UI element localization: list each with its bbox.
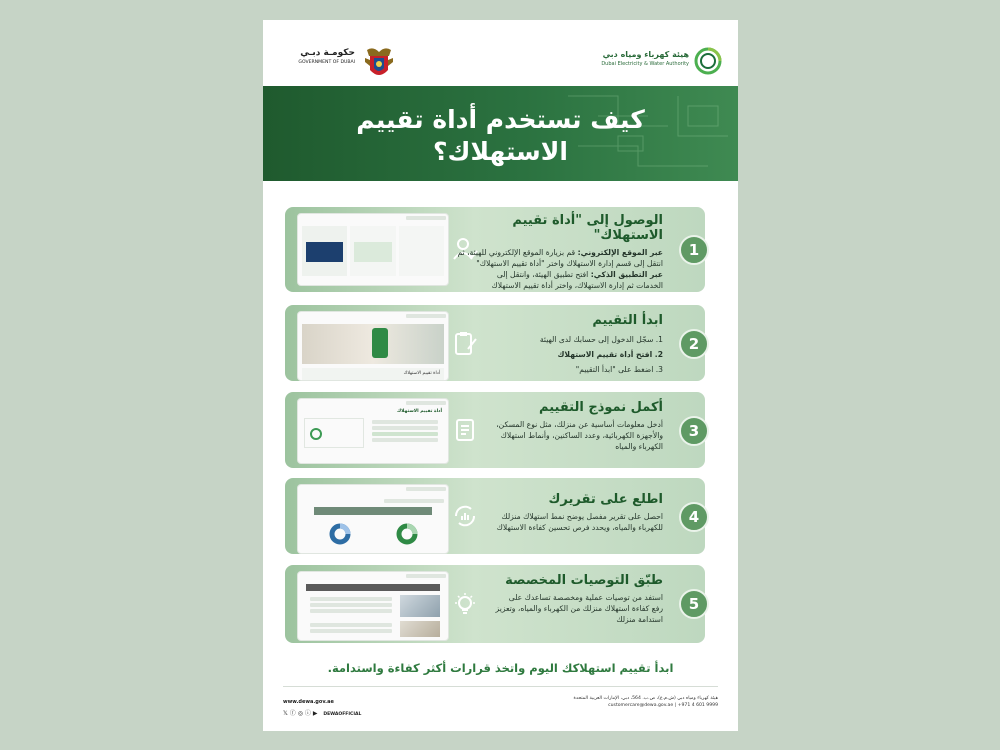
step-4	[285, 478, 705, 554]
step-5-number: 5	[679, 589, 709, 619]
step-3-line: الكهرباء والمياه	[615, 442, 663, 451]
step-2-screenshot-caption: أداة تقييم الاستهلاك	[302, 368, 444, 380]
step-5-text	[453, 573, 663, 625]
contact-address: هيئة كهرباء ومياه دبي (ش.م.ع)، ص.ب. 564، دبي، الإمارات العربية المتحدة customercare@dewa.gov.ae | +971 4 601 9999	[573, 696, 718, 708]
youtube-icon[interactable]: ▶	[312, 710, 318, 717]
step-5-line: استفد من توصيات عملية ومخصصة تساعدك على	[508, 593, 663, 602]
step-5-screenshot	[297, 571, 449, 641]
page-title: كيف تستخدم أداة تقييم الاستهلاك؟	[356, 105, 645, 166]
step-2-screenshot	[297, 311, 449, 381]
step-5-line: استدامة منزلك	[616, 615, 663, 624]
gov-name-english: GOVERNMENT OF DUBAI	[298, 60, 355, 65]
step-1-screenshot	[297, 213, 449, 286]
call-to-action: ابدأ تقييم استهلاكك اليوم واتخذ قرارات أكثر كفاءة واستدامة.	[327, 661, 674, 675]
step-1-number: 1	[679, 235, 709, 265]
step-3-screenshot-title: أداة تقييم الاستهلاك	[397, 409, 442, 414]
step-1-text	[453, 213, 663, 291]
step-2-line: 1. سجّل الدخول إلى حسابك لدى الهيئة	[539, 335, 663, 344]
title-banner	[263, 86, 738, 181]
step-4-line: احصل على تقرير مفصل يوضح نمط استهلاك منزلك	[501, 512, 663, 521]
step-1-line: عبر الموقع الإلكتروني: قم بزيارة الموقع الإلكتروني للهيئة، ثم	[457, 248, 663, 257]
dewa-name-english: Dubai Electricity & Water Authority	[601, 61, 689, 67]
step-5-line: رفع كفاءة استهلاك منزلك من الكهرباء والمياه، وتعزيز	[495, 604, 663, 613]
donut-chart-icon	[329, 523, 351, 545]
step-2-text	[453, 313, 663, 377]
dewa-logo	[593, 46, 723, 80]
social-links	[283, 708, 361, 717]
step-1-line: انتقل إلى قسم إدارة الاستهلاك واختر "أداة تقييم الاستهلاك"	[476, 259, 663, 268]
dewa-name-arabic: هيئة كهرباء ومياه دبي	[602, 50, 689, 59]
step-4-title: اطلع على تقريرك	[548, 492, 663, 507]
step-3-line: أدخل معلومات أساسية عن منزلك، مثل نوع المسكن،	[496, 420, 663, 429]
step-3-line: والأجهزة الكهربائية، وعدد الساكنين، وأنماط استهلاك	[500, 431, 663, 440]
header-bar	[263, 20, 738, 86]
step-5	[285, 565, 705, 643]
step-4-line: للكهرباء والمياه، ويحدد فرص تحسين كفاءة الاستهلاك	[496, 523, 663, 532]
donut-chart-icon	[396, 523, 418, 545]
step-1-line: عبر التطبيق الذكي: افتح تطبيق الهيئة، وانتقل إلى	[496, 270, 663, 279]
step-4-text	[453, 492, 663, 533]
step-2-title: ابدأ التقييم	[592, 313, 663, 328]
facebook-icon[interactable]: ⓕ	[289, 710, 296, 717]
step-3-title: أكمل نموذج التقييم	[539, 400, 663, 415]
step-1-line: الخدمات ثم إدارة الاستهلاك، واختر أداة تقييم الاستهلاك	[491, 281, 663, 290]
dubai-emblem-icon	[359, 44, 399, 84]
step-5-title: طبّق التوصيات المخصصة	[505, 573, 663, 588]
step-3	[285, 392, 705, 468]
instagram-icon[interactable]: ◎	[297, 710, 303, 717]
footer	[283, 686, 718, 726]
linkedin-icon[interactable]: ⓘ	[304, 710, 311, 717]
step-3-screenshot	[297, 398, 449, 464]
step-4-number: 4	[679, 502, 709, 532]
step-1-title: الوصول إلى "أداة تقييم الاستهلاك"	[512, 213, 663, 243]
step-2-line: 3. اضغط على "ابدأ التقييم"	[575, 365, 663, 374]
social-handle: DEWAOFFICIAL	[323, 712, 362, 717]
step-2-line: 2. افتح أداة تقييم الاستهلاك	[557, 350, 663, 359]
dewa-ring-icon	[693, 46, 723, 76]
gov-name-arabic: حكومـة دبـي	[300, 48, 355, 58]
step-3-number: 3	[679, 416, 709, 446]
x-icon[interactable]: 𝕏	[283, 710, 288, 717]
infographic-page	[263, 20, 738, 731]
step-2	[285, 305, 705, 381]
step-1	[285, 207, 705, 292]
step-3-text	[453, 400, 663, 452]
step-4-screenshot	[297, 484, 449, 554]
step-2-number: 2	[679, 329, 709, 359]
website-link[interactable]: www.dewa.gov.ae	[283, 699, 334, 705]
government-of-dubai-logo	[285, 44, 397, 84]
